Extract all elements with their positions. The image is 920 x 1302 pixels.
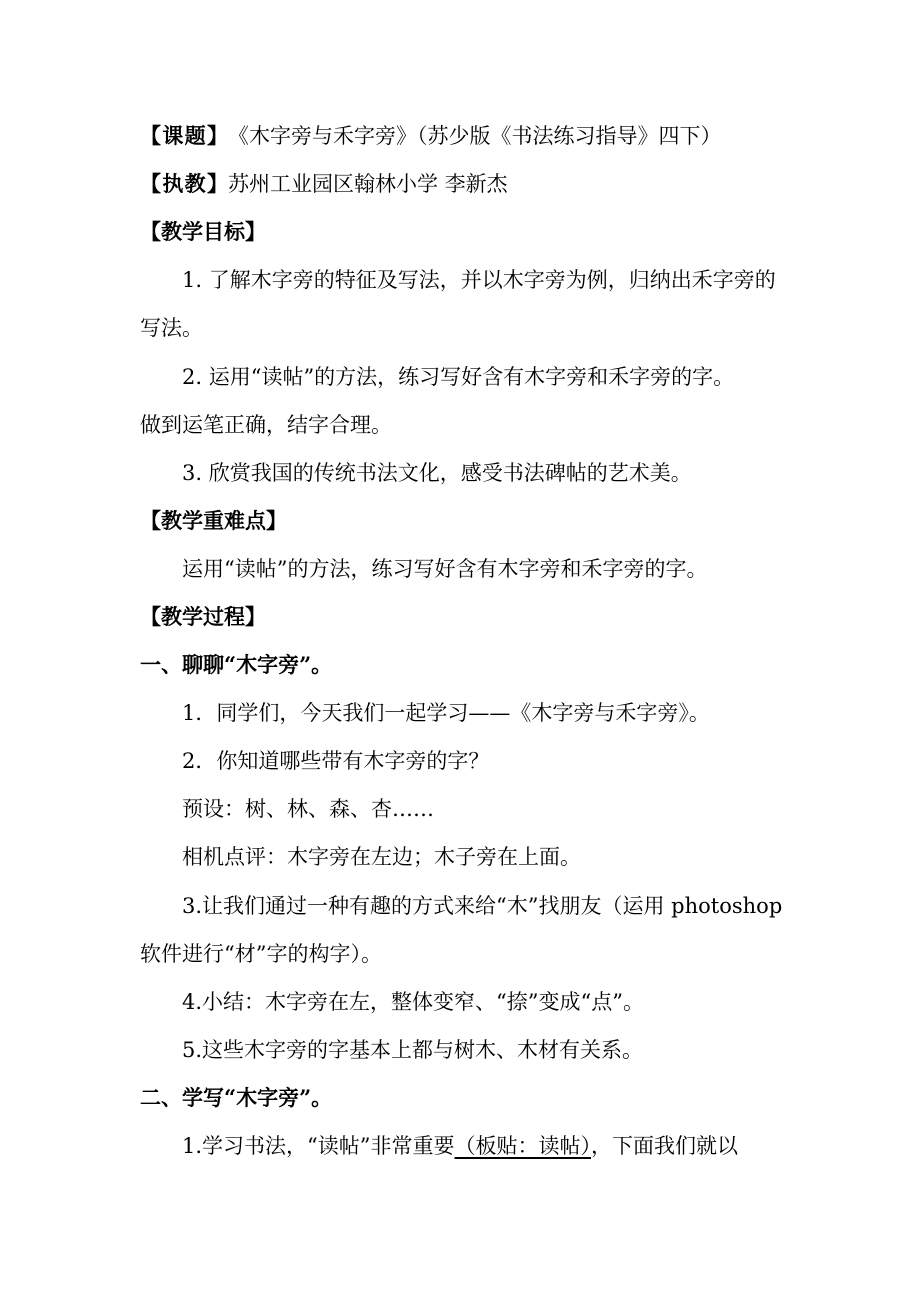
goal-item-1-line-2: 写法。 bbox=[140, 316, 203, 340]
goal-item-3: 3. 欣赏我国的传统书法文化，感受书法碑帖的艺术美。 bbox=[182, 461, 692, 485]
teacher-label: 【执教】 bbox=[140, 171, 229, 196]
teacher-line bbox=[140, 169, 790, 199]
section-1-item-3-line-2: 软件进行“材”字的构字）。 bbox=[140, 942, 382, 966]
board-note-underlined: （板贴：读帖） bbox=[454, 1134, 592, 1158]
goal-item-2-line-2: 做到运笔正确，结字合理。 bbox=[140, 413, 392, 437]
goal-item-1-line-1: 1. 了解木字旁的特征及写法，并以木字旁为例，归纳出禾字旁的 bbox=[182, 268, 776, 292]
section-1-item-4: 4.小结：木字旁在左，整体变窄、“捺”变成“点”。 bbox=[182, 990, 644, 1014]
section-1-preset: 预设：树、林、森、杏…… bbox=[182, 797, 434, 821]
goals-heading: 【教学目标】 bbox=[140, 219, 266, 244]
section-2-title: 二、学写“木字旁”。 bbox=[140, 1085, 333, 1110]
section-1-item-3-line-1: 3.让我们通过一种有趣的方式来给“木”找朋友（运用 photoshop bbox=[182, 894, 783, 918]
lesson-title-value: 《木字旁与禾字旁》（苏少版《书法练习指导》四下） bbox=[228, 124, 722, 148]
section-1-item-1: 1．同学们，今天我们一起学习——《木字旁与禾字旁》。 bbox=[182, 701, 710, 725]
section-2-item-1 bbox=[182, 1131, 792, 1161]
process-heading: 【教学过程】 bbox=[140, 604, 266, 629]
section-1-title: 一、聊聊“木字旁”。 bbox=[140, 652, 333, 677]
section-2-item-1-text-before: 1.学习书法，“读帖”非常重要 bbox=[182, 1134, 455, 1158]
section-1-item-5: 5.这些木字旁的字基本上都与树木、木材有关系。 bbox=[182, 1038, 644, 1062]
section-1-comment: 相机点评：木字旁在左边；木子旁在上面。 bbox=[182, 845, 581, 869]
lesson-title-line bbox=[140, 121, 790, 151]
section-2-item-1-text-after: ，下面我们就以 bbox=[591, 1134, 739, 1158]
goal-item-2-line-1: 2. 运用“读帖”的方法，练习写好含有木字旁和禾字旁的字。 bbox=[182, 365, 735, 389]
section-1-item-2: 2．你知道哪些带有木字旁的字？ bbox=[182, 749, 490, 773]
key-points-text: 运用“读帖”的方法，练习写好含有木字旁和禾字旁的字。 bbox=[182, 557, 708, 581]
teacher-value: 苏州工业园区翰林小学 李新杰 bbox=[228, 172, 508, 196]
key-points-heading: 【教学重难点】 bbox=[140, 508, 287, 533]
title-label: 【课题】 bbox=[140, 123, 229, 148]
